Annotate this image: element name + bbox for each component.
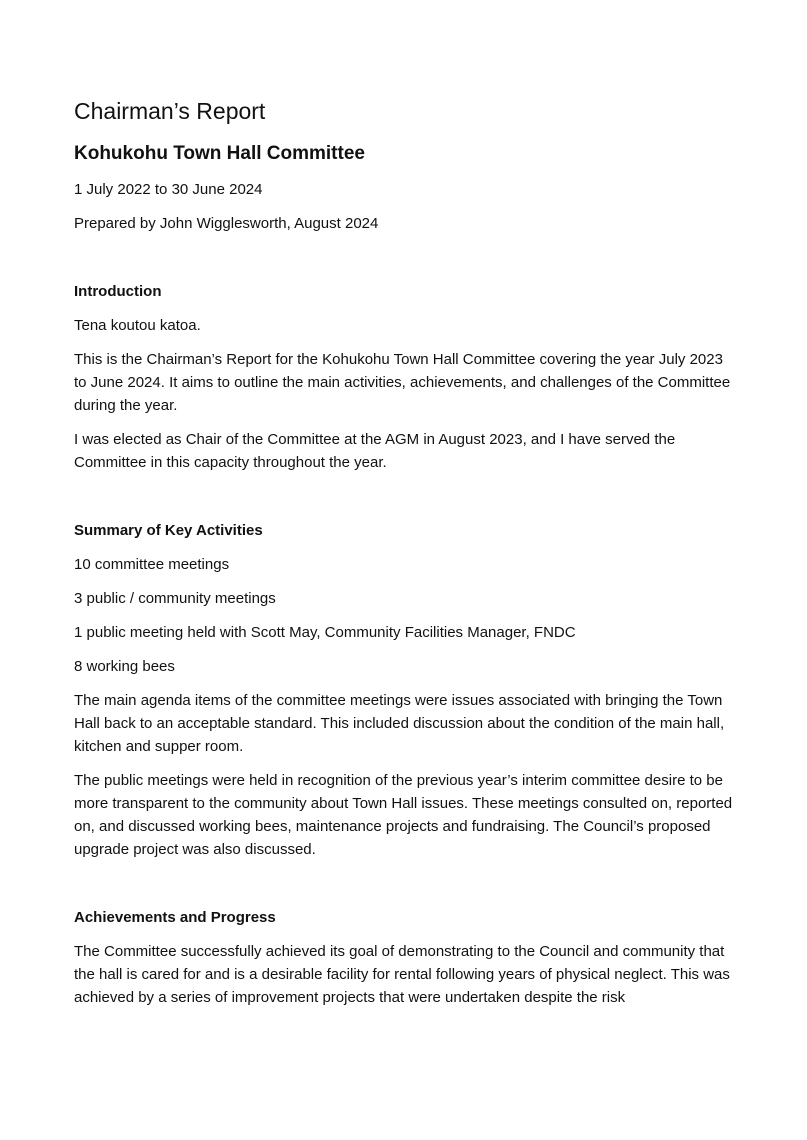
document-page: [74, 95, 739, 1009]
paragraph: The main agenda items of the committee meetings were issues associated with bringing the Town Hall back to an acceptable standard. This included discussion about the condition of the main hall, kitchen and supper room.: [74, 692, 725, 755]
activity-item: 8 working bees: [74, 658, 175, 675]
paragraph: I was elected as Chair of the Committee at the AGM in August 2023, and I have served the Committee in this capacity throughout the year.: [74, 431, 676, 471]
paragraph: This is the Chairman’s Report for the Kohukohu Town Hall Committee covering the year July 2023 to June 2024. It aims to outline the main activities, achievements, and challenges of the Committee during the year.: [74, 351, 731, 414]
paragraph: Tena koutou katoa.: [74, 317, 201, 334]
activity-item: 1 public meeting held with Scott May, Community Facilities Manager, FNDC: [74, 624, 576, 641]
paragraph: The Committee successfully achieved its goal of demonstrating to the Council and community that the hall is cared for and is a desirable facility for rental following years of physical neglect. This was achieved by a series of improvement projects that were undertaken despite the risk: [74, 943, 730, 1006]
prepared-by: Prepared by John Wigglesworth, August 2024: [74, 215, 379, 232]
introduction-section: [74, 280, 739, 474]
achievements-section: [74, 906, 739, 1009]
section-heading-achievements: Achievements and Progress: [74, 909, 276, 926]
document-subtitle: Kohukohu Town Hall Committee: [74, 143, 365, 164]
activity-item: 10 committee meetings: [74, 556, 230, 573]
summary-section: [74, 519, 739, 861]
paragraph: The public meetings were held in recognition of the previous year’s interim committee desire to be more transparent to the community about Town Hall issues. These meetings consulted on, reported on, and discussed working bees, maintenance projects and fundraising. The Council’s proposed upgrade project was also discussed.: [74, 772, 733, 858]
report-period: 1 July 2022 to 30 June 2024: [74, 181, 263, 198]
page-title: Chairman’s Report: [74, 98, 266, 124]
section-heading-summary: Summary of Key Activities: [74, 522, 263, 539]
section-heading-introduction: Introduction: [74, 283, 162, 300]
activity-item: 3 public / community meetings: [74, 590, 276, 607]
